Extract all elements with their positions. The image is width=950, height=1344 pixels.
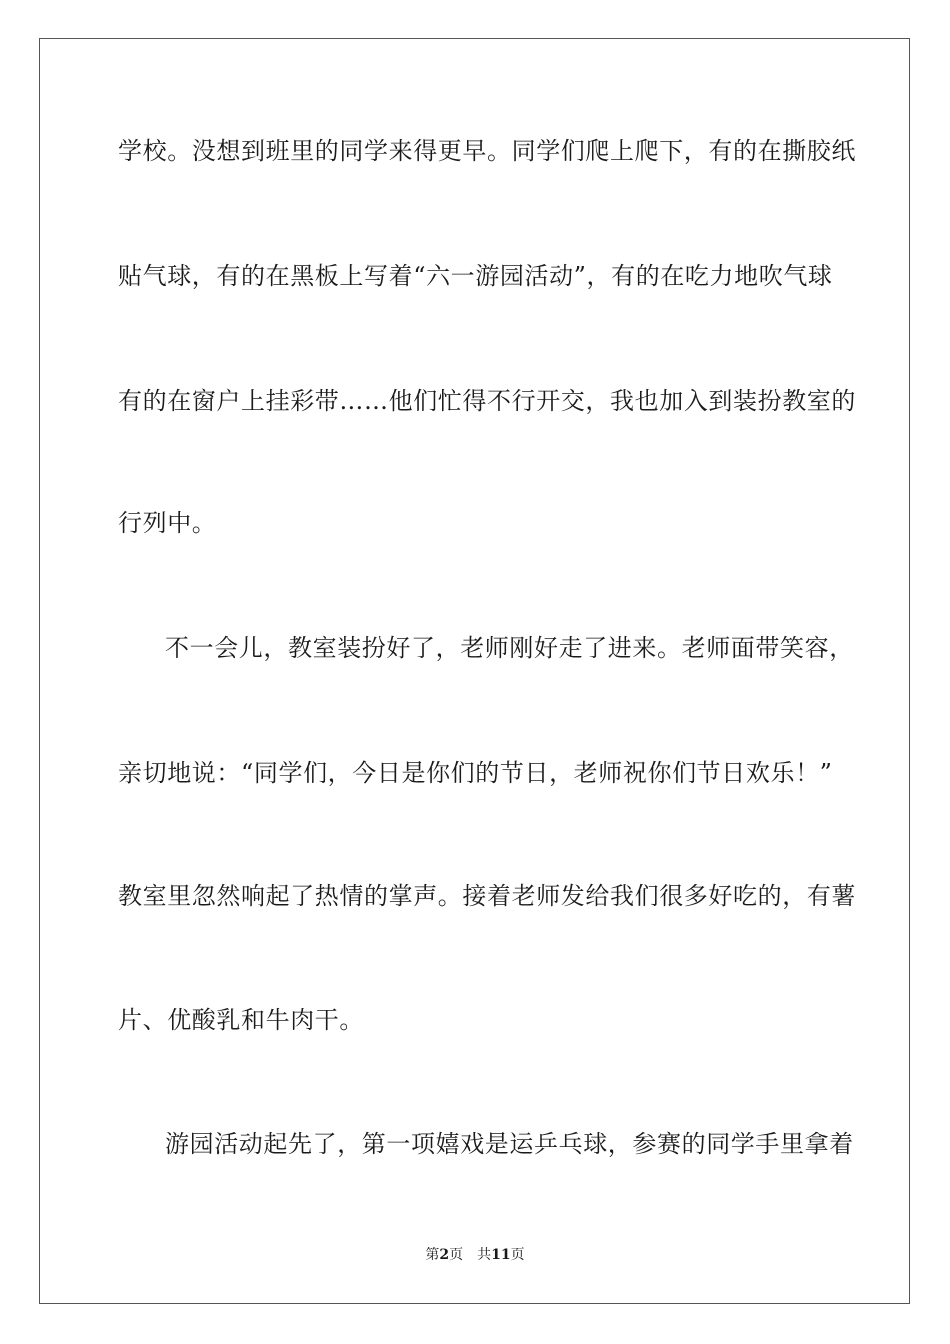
text-line-3: 有的在窗户上挂彩带……他们忙得不行开交，我也加入到装扮教室的 — [118, 387, 856, 415]
footer-page-number: 2 — [439, 1247, 450, 1263]
page-footer — [0, 1246, 950, 1264]
footer-total-prefix: 共 — [477, 1247, 492, 1263]
page-border — [39, 38, 910, 1304]
footer-page-prefix: 第 — [425, 1247, 440, 1263]
text-line-7: 教室里忽然响起了热情的掌声。接着老师发给我们很多好吃的，有薯 — [118, 882, 856, 910]
text-line-9: 游园活动起先了，第一项嬉戏是运乒乓球，参赛的同学手里拿着 — [165, 1130, 854, 1158]
text-line-1: 学校。没想到班里的同学来得更早。同学们爬上爬下，有的在撕胶纸 — [118, 137, 856, 165]
text-line-4: 行列中。 — [118, 509, 217, 537]
footer-page-suffix: 页 — [449, 1247, 464, 1263]
text-line-6: 亲切地说：“同学们，今日是你们的节日，老师祝你们节日欢乐！” — [118, 759, 833, 787]
text-line-5: 不一会儿，教室装扮好了，老师刚好走了进来。老师面带笑容， — [165, 634, 854, 662]
footer-total-number: 11 — [491, 1247, 511, 1263]
text-line-8: 片、优酸乳和牛肉干。 — [118, 1006, 364, 1034]
text-line-2: 贴气球，有的在黑板上写着“六一游园活动”，有的在吃力地吹气球 — [118, 262, 833, 290]
footer-total-suffix: 页 — [510, 1247, 525, 1263]
